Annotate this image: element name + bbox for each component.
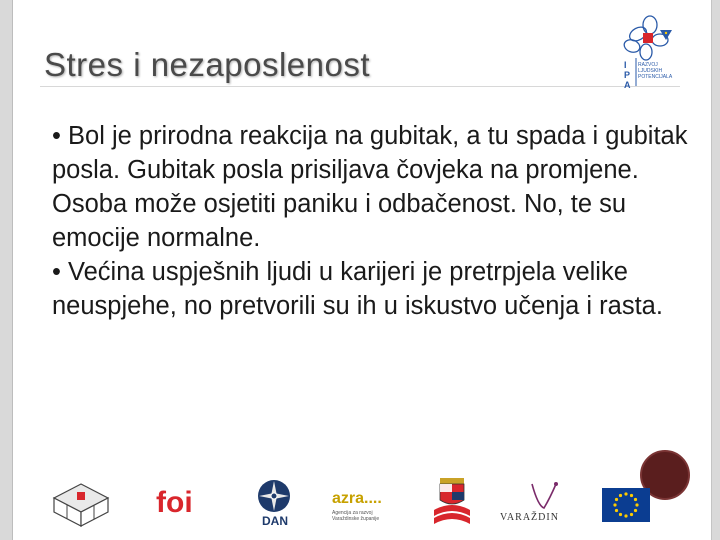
logo-caption-line-1: RAZVOJ bbox=[638, 62, 658, 68]
coat-of-arms-icon bbox=[432, 476, 472, 530]
eu-flag-icon bbox=[602, 488, 650, 522]
left-border bbox=[0, 0, 12, 540]
foi-logo: foi bbox=[156, 486, 193, 519]
title-divider bbox=[40, 86, 680, 87]
right-border-line bbox=[711, 0, 712, 540]
logo-caption-line-3: POTENCIJALA bbox=[638, 74, 673, 80]
varazdin-text: VARAŽDIN bbox=[500, 512, 559, 523]
slide-title: Stres i nezaposlenost bbox=[44, 46, 371, 83]
varazdin-v-icon bbox=[526, 480, 562, 512]
bullet-2: • Većina uspješnih ljudi u karijeri je pretrpjela velike neuspjehe, no pretvorili su ih u iskustvo učenja i rasta. bbox=[52, 258, 663, 320]
left-border-line bbox=[12, 0, 13, 540]
footer-logos bbox=[40, 476, 660, 532]
azra-logo: azra.... bbox=[332, 490, 382, 507]
logo-caption-line-2: LJUDSKIH bbox=[638, 68, 663, 74]
logo-letters bbox=[624, 60, 631, 90]
dan-logo-text: DAN bbox=[262, 514, 288, 528]
slide-body bbox=[52, 119, 692, 323]
logo-caption bbox=[638, 62, 672, 80]
right-border bbox=[712, 0, 720, 540]
compass-rose-icon bbox=[252, 478, 296, 514]
logo-letter-a: A bbox=[624, 80, 631, 90]
azra-caption: Agencija za razvoj Varaždinske županije bbox=[332, 510, 380, 522]
logo-letter-p: P bbox=[624, 70, 631, 80]
cube-logo-icon bbox=[52, 482, 110, 528]
ljudski-potencijali-logo bbox=[618, 12, 690, 92]
bullet-1: • Bol je prirodna reakcija na gubitak, a tu spada i gubitak posla. Gubitak posla prisiljava čovjeka na promjene. Osoba može osjetiti paniku i odbačenost. No, te su emocije normalne. bbox=[52, 122, 688, 252]
logo-letter-i: I bbox=[624, 60, 627, 70]
